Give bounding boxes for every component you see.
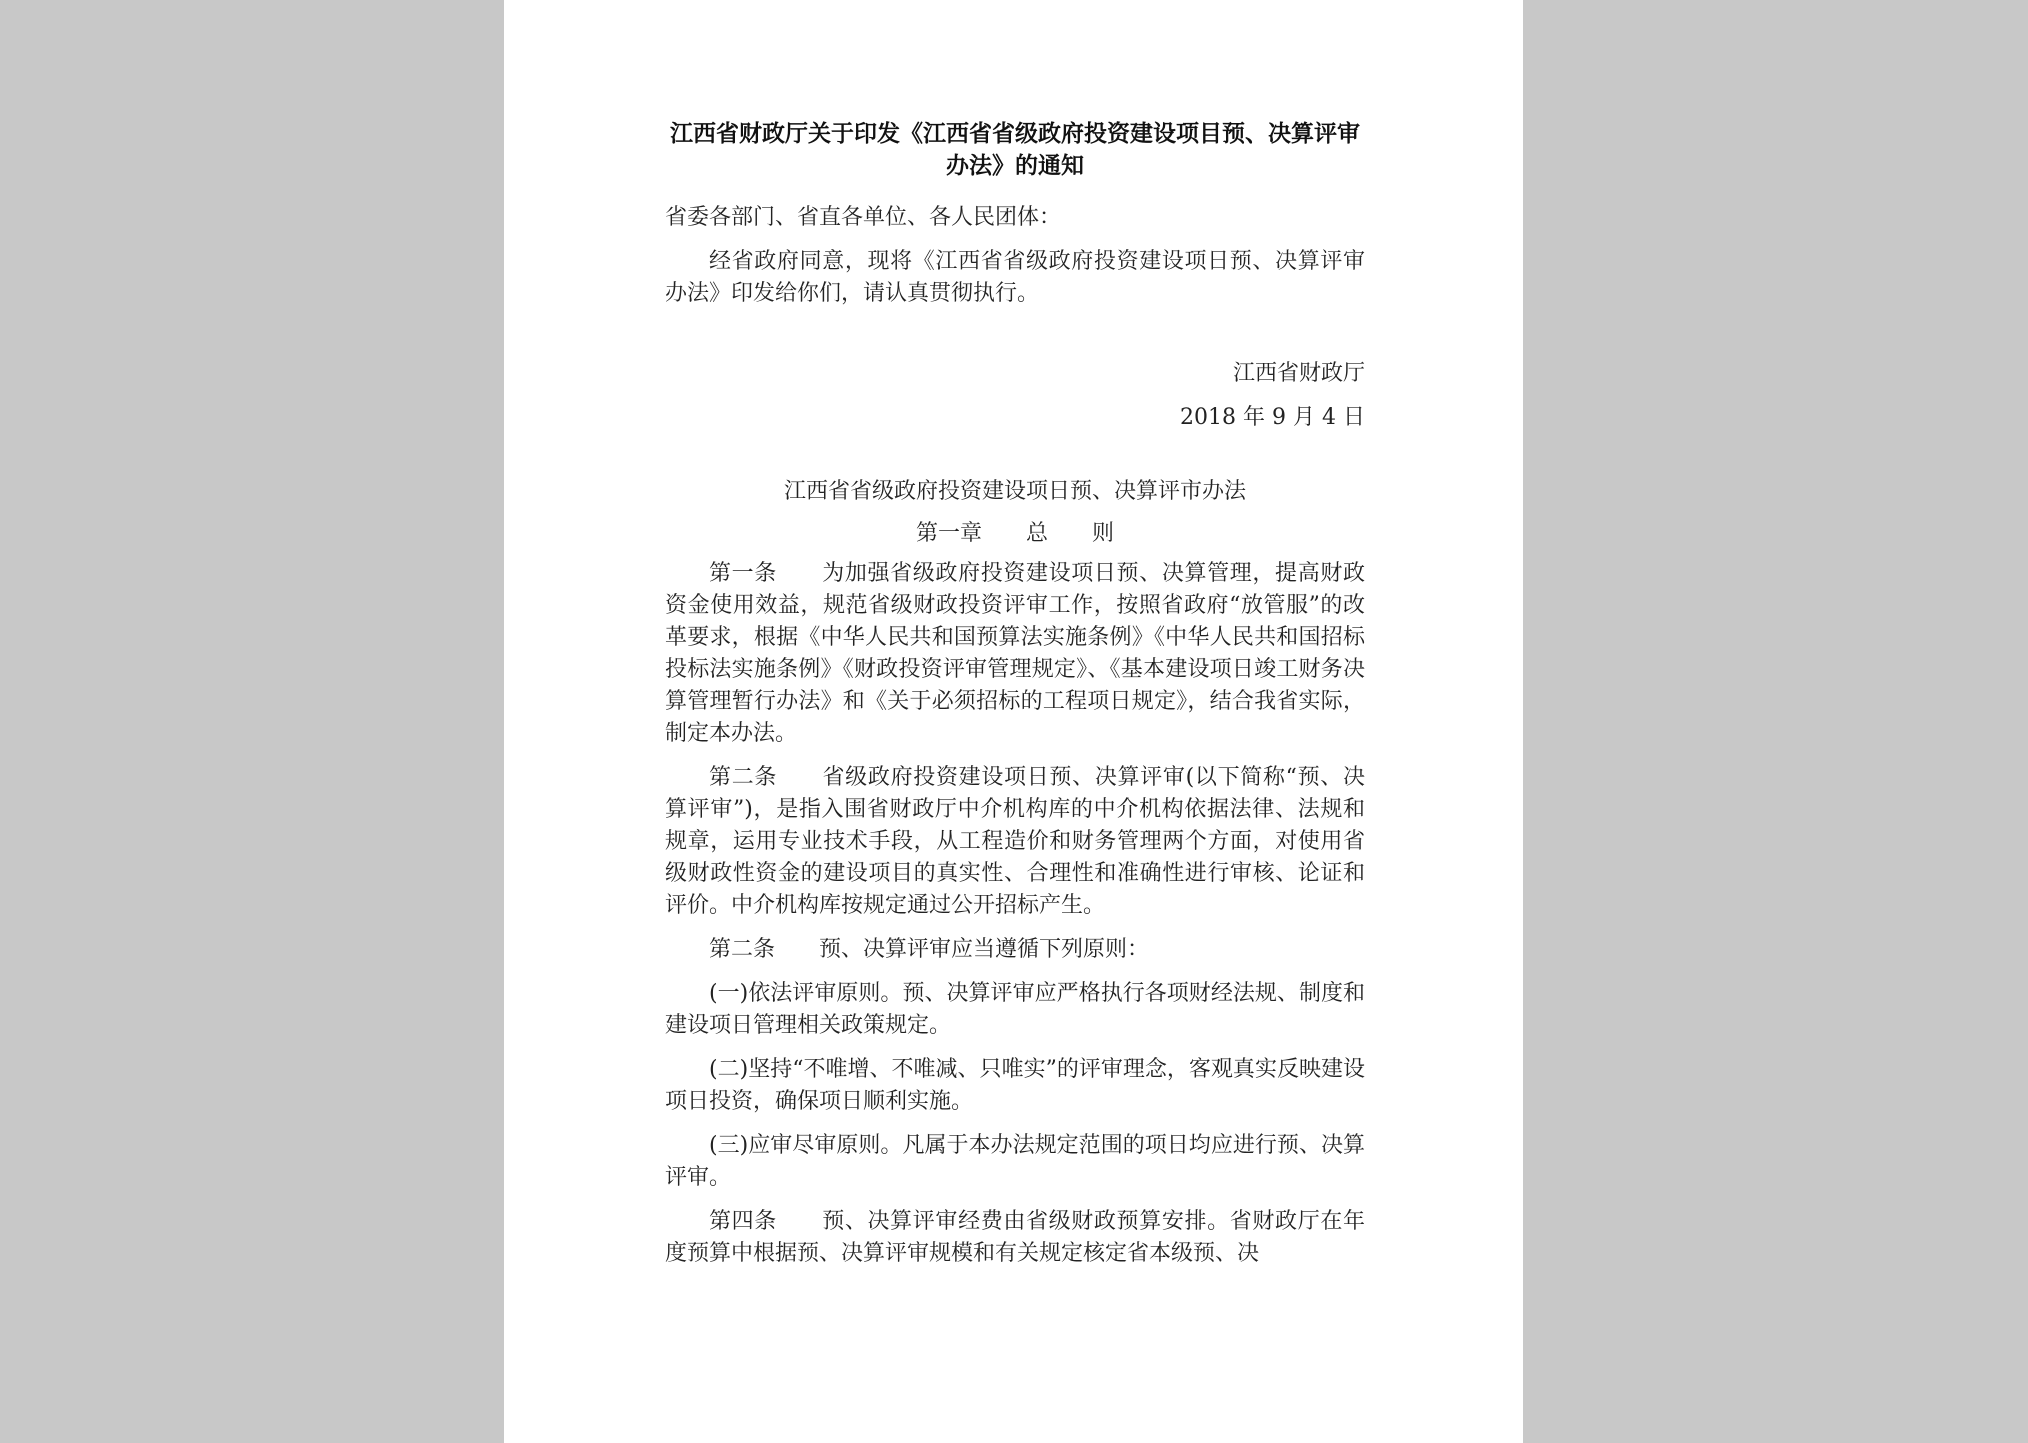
section-title: 江西省省级政府投资建设项日预、决算评市办法 xyxy=(783,479,1246,504)
chapter-title: 第一章 总 则 xyxy=(915,521,1114,546)
article-number: 第一条 xyxy=(709,561,823,586)
article-4 xyxy=(665,1206,1365,1270)
document-page xyxy=(504,0,1523,1443)
principle-2: (二)坚持“不唯增、不唯减、只唯实”的评审理念，客观真实反映建设项日投资，确保项日顺利实施。 xyxy=(665,1057,1365,1114)
article-number: 第二条 xyxy=(709,937,820,962)
article-text: 为加强省级政府投资建设项日预、决算管理，提高财政资金使用效益，规范省级财政投资评审工作，按照省政府“放管服”的改革要求，根据《中华人民共和国预算法实施条例》《中华人民共和国招标投标法实施条例》《财政投资评审管理规定》、《基本建设项日竣工财务决算管理暂行办法》和《关于必须招标的工程项日规定》，结合我省实际，制定本办法。 xyxy=(665,561,1365,746)
article-text: 省级政府投资建设项日预、决算评审(以下简称“预、决算评审”)，是指入围省财政厅中介机构库的中介机构依据法律、法规和规章，运用专业技术手段，从工程造价和财务管理两个方面，对使用省级财政性资金的建设项目的真实性、合理性和准确性进行审核、论证和评价。中介机构库按规定通过公开招标产生。 xyxy=(665,765,1365,918)
article-text: 预、决算评审应当遵循下列原则： xyxy=(819,937,1150,962)
salutation: 省委各部门、省直各单位、各人民团体： xyxy=(665,205,1062,230)
article-3 xyxy=(665,934,1365,966)
article-2 xyxy=(665,762,1365,922)
principle-1: (一)依法评审原则。预、决算评审应严格执行各项财经法规、制度和建设项日管理相关政策规定。 xyxy=(665,981,1365,1038)
signature-organization: 江西省财政厅 xyxy=(1232,361,1365,386)
principle-3: (三)应审尽审原则。凡属于本办法规定范围的项日均应进行预、决算评审。 xyxy=(665,1133,1365,1190)
intro-paragraph: 经省政府同意，现将《江西省省级政府投资建设项日预、决算评审办法》印发给你们，请认真贯彻执行。 xyxy=(665,249,1365,306)
article-number: 第四条 xyxy=(709,1209,823,1234)
page-content xyxy=(665,118,1365,1282)
article-number: 第二条 xyxy=(709,765,823,790)
signature-date: 2018 年 9 月 4 日 xyxy=(1180,405,1365,430)
document-title: 江西省财政厅关于印发《江西省省级政府投资建设项目预、决算评审办法》的通知 xyxy=(670,120,1360,179)
article-1 xyxy=(665,558,1365,750)
article-text: 预、决算评审经费由省级财政预算安排。省财政厅在年度预算中根据预、决算评审规模和有关规定核定省本级预、决 xyxy=(665,1209,1365,1266)
